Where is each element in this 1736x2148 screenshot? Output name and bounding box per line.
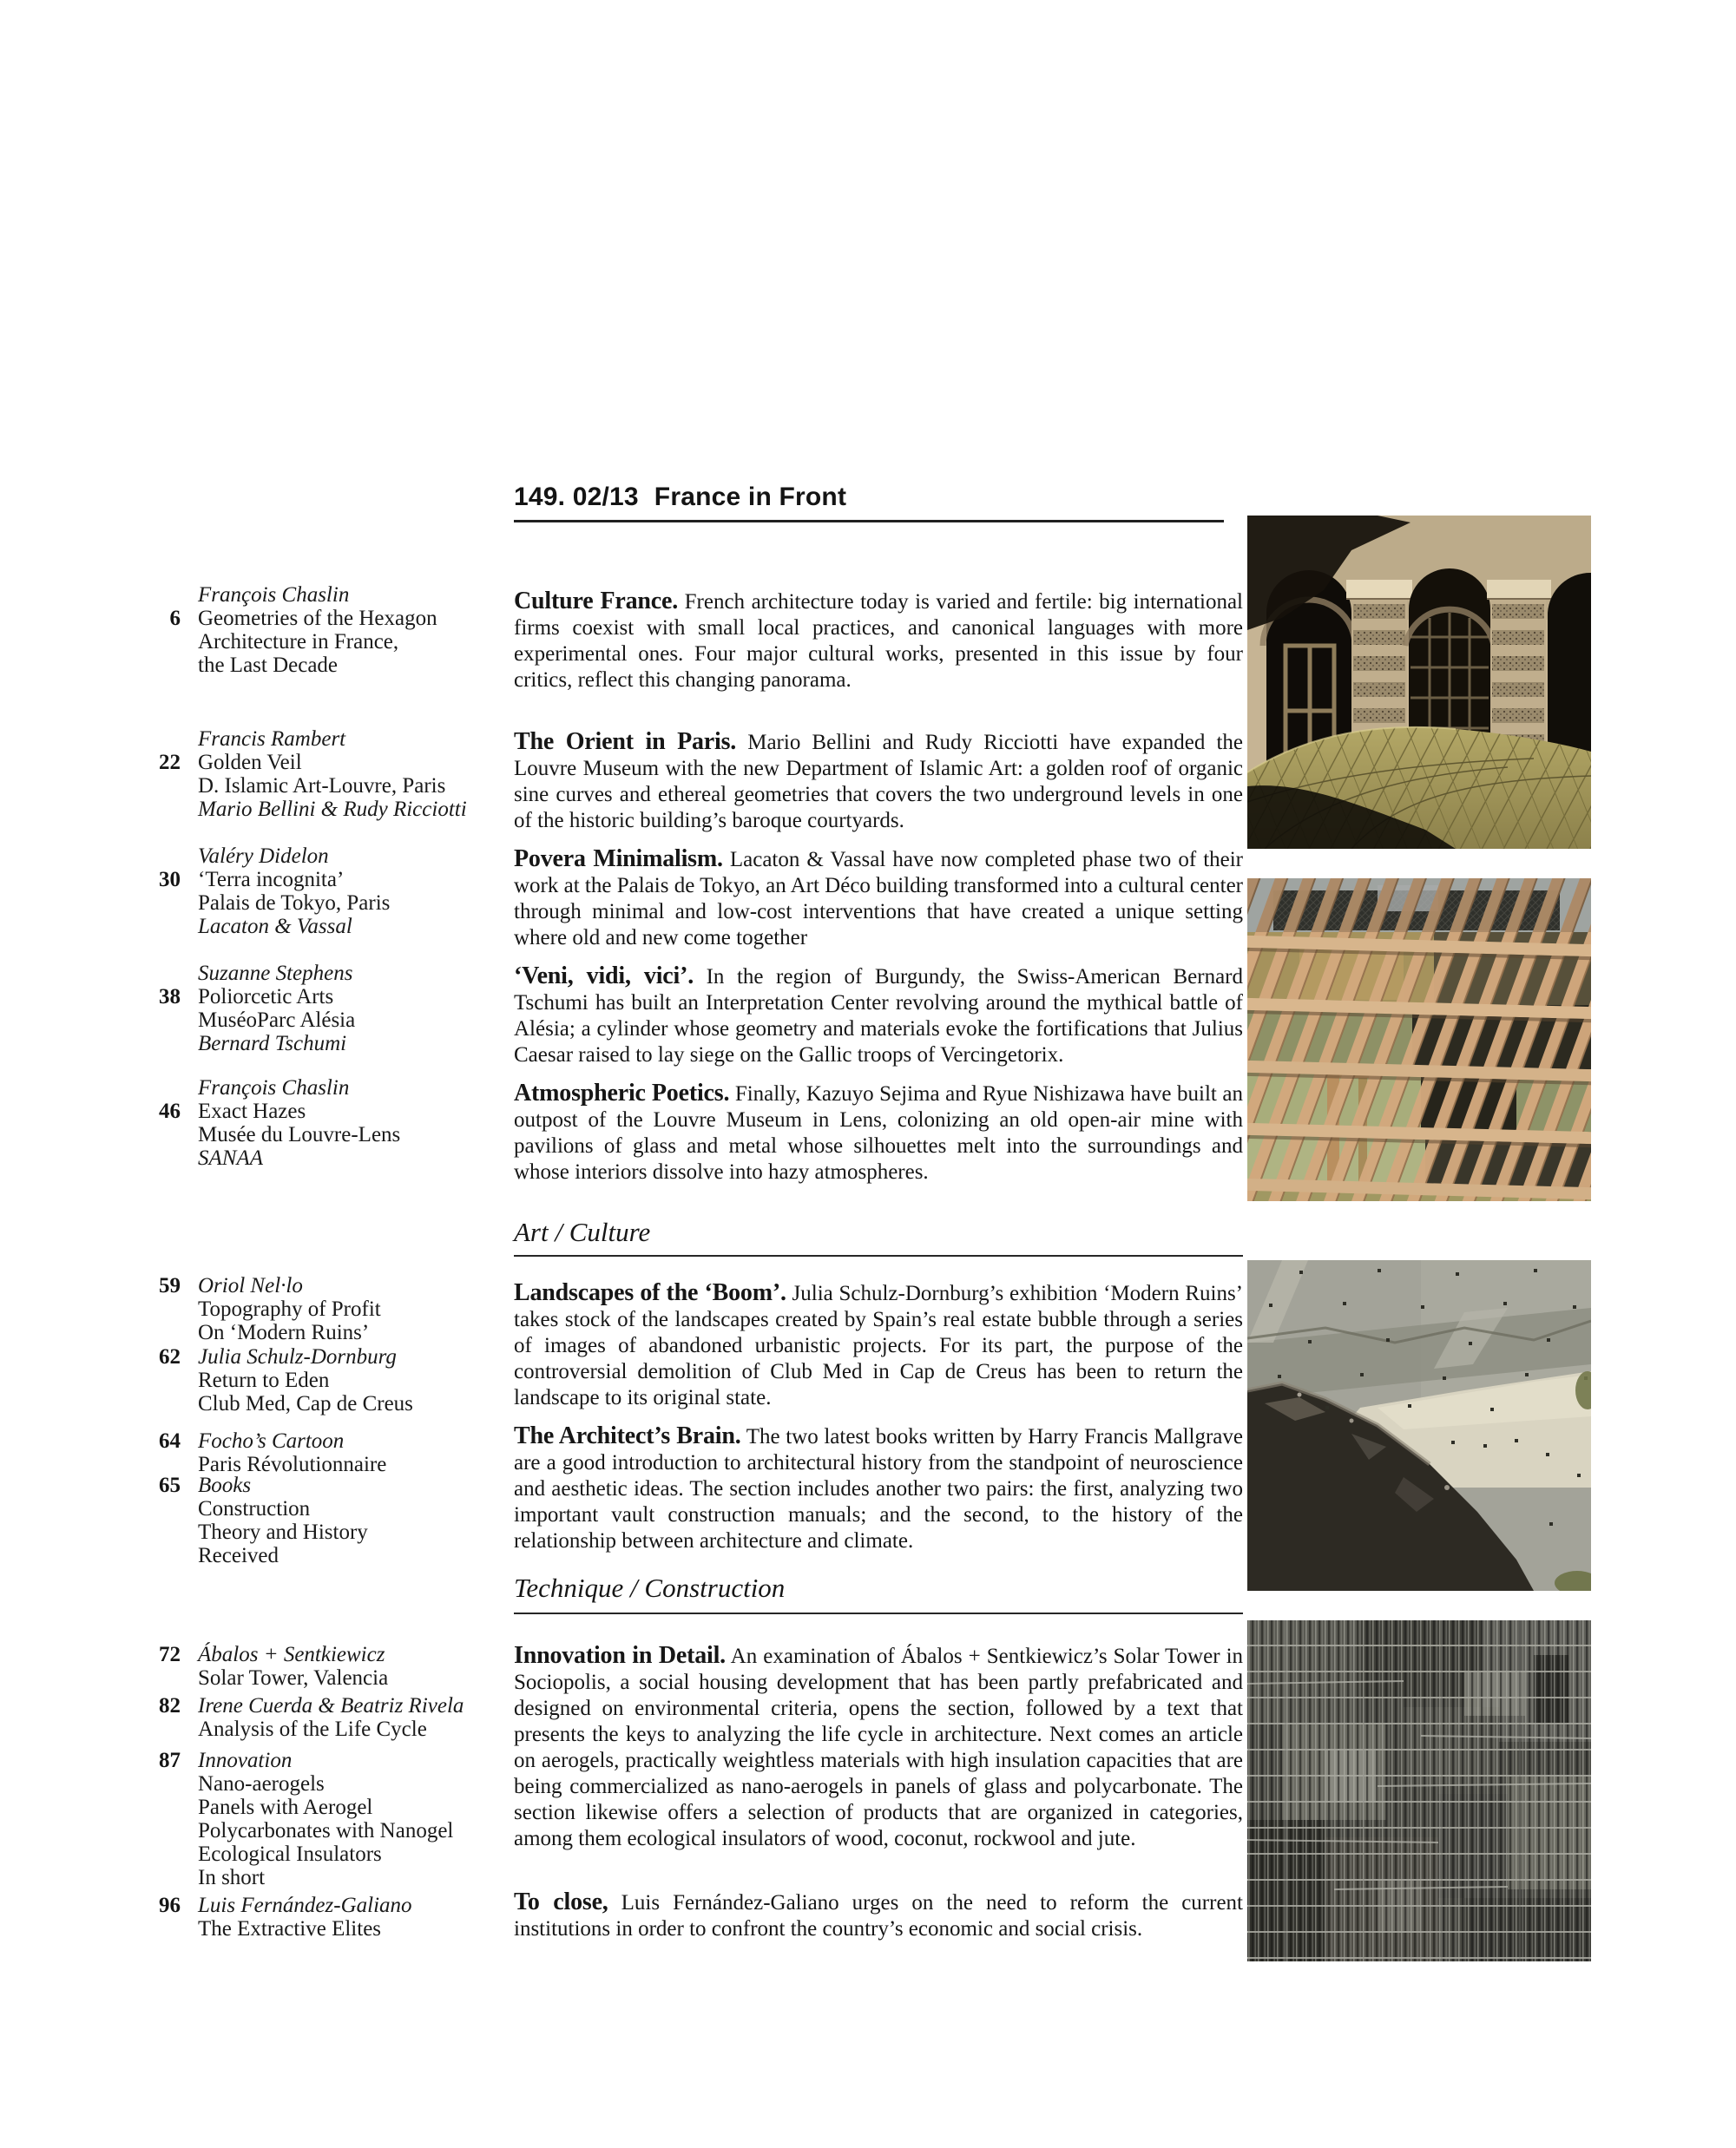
toc-entry-lines: [198, 1474, 512, 1567]
paragraph-lead: Culture France.: [514, 588, 679, 614]
toc-page-number: 87: [159, 1749, 181, 1772]
toc-entry: [139, 962, 512, 1055]
toc-line: Paris Révolutionnaire: [198, 1453, 387, 1476]
toc-line: Received: [198, 1544, 279, 1567]
toc-page-number: 96: [159, 1894, 181, 1917]
paragraph-lead: Innovation in Detail.: [514, 1642, 726, 1669]
toc-line: SANAA: [198, 1146, 263, 1170]
toc-entry-lines: [198, 583, 512, 677]
paragraph-body: Mario Bellini and Rudy Ricciotti have expanded the Louvre Museum with the new Department of Islamic Art: a golden roof of organic sine curves and ethereal geometries that covers the two underground levels in one of the historic building’s baroque courtyards.: [514, 731, 1244, 832]
toc-entry-lines: [198, 1076, 512, 1170]
toc-entry: [139, 1894, 512, 1941]
paragraph-body: In the region of Burgundy, the Swiss-American Bernard Tschumi has built an Interpretation Center revolving around the mythical battle of Alésia; a cylinder whose geometry and materials evoke the fortifications that Julius Caesar raised to lay siege on the Gallic troops of Vercingetorix.: [514, 965, 1244, 1067]
toc-line: Construction: [198, 1497, 311, 1521]
toc-line: Solar Tower, Valencia: [198, 1666, 389, 1690]
toc-line: Polycarbonates with Nanogel: [198, 1819, 454, 1843]
toc-line: Valéry Didelon: [198, 844, 329, 868]
summary-paragraph: [514, 588, 1243, 693]
toc-line: Bernard Tschumi: [198, 1032, 347, 1055]
toc-entry: [139, 583, 512, 677]
toc-line: Julia Schulz-Dornburg: [198, 1345, 397, 1369]
toc-line: Club Med, Cap de Creus: [198, 1392, 413, 1416]
toc-entry-lines: [198, 962, 512, 1055]
toc-line: Ecological Insulators: [198, 1843, 382, 1866]
paragraph-lead: Landscapes of the ‘Boom’.: [514, 1279, 786, 1306]
toc-entry-lines: [198, 1749, 512, 1889]
paragraph-body: French architecture today is varied and fertile: big international firms coexist with small local practices, and canonical languages with more experimental ones. Four major cultural works, presented in this issue by four critics, reflect this changing panorama.: [514, 590, 1244, 692]
toc-line: Theory and History: [198, 1521, 368, 1544]
quarry-rock-landscape-photo: [1247, 1260, 1591, 1591]
summary-paragraph: [514, 1889, 1243, 1942]
toc-page-number: 64: [159, 1429, 181, 1453]
timber-lattice-facade-photo: [1247, 878, 1591, 1201]
toc-entry-lines: [198, 1643, 512, 1690]
toc-line: Francis Rambert: [198, 727, 346, 751]
toc-entry: [139, 1694, 512, 1741]
paragraph-lead: The Orient in Paris.: [514, 728, 737, 755]
toc-entry: [139, 844, 512, 938]
paragraph-lead: To close,: [514, 1889, 608, 1915]
toc-line: Innovation: [198, 1749, 293, 1772]
page-title: [514, 483, 1224, 522]
toc-entry: [139, 1429, 512, 1476]
paragraph-body: Lacaton & Vassal have now completed phase two of their work at the Palais de Tokyo, an Art Déco building transformed into a cultural center through minimal and low-cost interventions that have created a unique setting where old and new come together: [514, 848, 1244, 949]
toc-line: MuséoParc Alésia: [198, 1008, 356, 1032]
toc-entry: [139, 1749, 512, 1889]
toc-page-number: 38: [159, 985, 181, 1008]
paragraph-lead: ‘Veni, vidi, vici’.: [514, 962, 694, 989]
summary-paragraph: [514, 1280, 1243, 1411]
toc-line: Luis Fernández-Galiano: [198, 1894, 412, 1917]
toc-entry: [139, 727, 512, 821]
toc-line: Irene Cuerda & Beatriz Rivela: [198, 1694, 464, 1718]
toc-line: François Chaslin: [198, 1076, 350, 1100]
toc-entry: [139, 1076, 512, 1170]
toc-line: Books: [198, 1474, 252, 1497]
summary-paragraph: [514, 729, 1243, 834]
paragraph-body: An examination of Ábalos + Sentkiewicz’s Solar Tower in Sociopolis, a social housing development that has been partly prefabricated and designed on environmental criteria, opens the section, followed by a text that presents the keys to analyzing the life cycle in architecture. Next comes an article on aerogels, practically weightless materials with high insulation capacities that are being commercialized as nano-aerogels in panels of glass and polycarbonate. The section likewise offers a selection of products that are organized in categories, among them ecological insulators of wood, coconut, rockwool and jute.: [514, 1645, 1244, 1850]
paragraph-body: Finally, Kazuyo Sejima and Ryue Nishizawa have built an outpost of the Louvre Museum in Lens, colonizing an old open-air mine with pavilions of glass and metal whose silhouettes melt into the surroundings and whose interiors dissolve into hazy atmospheres.: [514, 1082, 1244, 1184]
issue-title: France in Front: [654, 483, 847, 511]
toc-line: Geometries of the Hexagon: [198, 607, 437, 630]
toc-page-number: 6: [169, 607, 181, 630]
toc-entry-lines: [198, 844, 512, 938]
issue-number: 149. 02/13: [514, 483, 639, 511]
toc-line: Palais de Tokyo, Paris: [198, 891, 391, 915]
toc-line: Ábalos + Sentkiewicz: [198, 1643, 385, 1666]
toc-entry-lines: [198, 1429, 512, 1476]
toc-line: In short: [198, 1866, 266, 1889]
toc-entry-lines: [198, 1694, 512, 1741]
toc-line: Mario Bellini & Rudy Ricciotti: [198, 798, 467, 821]
paragraph-lead: Atmospheric Poetics.: [514, 1080, 730, 1107]
summary-paragraph: [514, 1423, 1243, 1554]
toc-page-number: 22: [159, 751, 181, 774]
louvre-courtyard-golden-roof-photo: [1247, 516, 1591, 849]
paragraph-body: Julia Schulz-Dornburg’s exhibition ‘Modern Ruins’ takes stock of the landscapes created by Spain’s real estate bubble through a series of images of abandoned urbanistic projects. For its part, the purpose of the controversial demolition of Club Med in Cap de Creus has been to return the landscape to its original state.: [514, 1282, 1244, 1409]
toc-line: Poliorcetic Arts: [198, 985, 334, 1008]
section-heading-art-culture: Art / Culture: [514, 1217, 1243, 1257]
toc-line: Exact Hazes: [198, 1100, 306, 1123]
toc-line: ‘Terra incognita’: [198, 868, 345, 891]
section-heading-technique-construction: Technique / Construction: [514, 1573, 1243, 1614]
toc-entry-lines: [198, 1274, 512, 1344]
paragraph-body: Luis Fernández-Galiano urges on the need to reform the current institutions in order to confront the country’s economic and social crisis.: [514, 1891, 1244, 1941]
toc-line: the Last Decade: [198, 654, 339, 677]
toc-page-number: 72: [159, 1643, 181, 1666]
toc-line: Return to Eden: [198, 1369, 330, 1392]
toc-page-number: 30: [159, 868, 181, 891]
summary-paragraph: [514, 963, 1243, 1068]
toc-entry: [139, 1643, 512, 1690]
toc-line: Oriol Nel·lo: [198, 1274, 303, 1297]
toc-line: Focho’s Cartoon: [198, 1429, 345, 1453]
paragraph-lead: The Architect’s Brain.: [514, 1422, 741, 1449]
toc-line: Golden Veil: [198, 751, 302, 774]
toc-page-number: 82: [159, 1694, 181, 1718]
toc-entry-lines: [198, 1345, 512, 1416]
toc-line: Suzanne Stephens: [198, 962, 353, 985]
dark-glass-facade-photo: [1247, 1620, 1591, 1961]
summary-paragraph: [514, 1081, 1243, 1186]
toc-line: Topography of Profit: [198, 1297, 381, 1321]
toc-entry-lines: [198, 1894, 512, 1941]
toc-page-number: 65: [159, 1474, 181, 1497]
summary-paragraph: [514, 1643, 1243, 1852]
toc-line: Nano-aerogels: [198, 1772, 325, 1796]
toc-entry: [139, 1345, 512, 1416]
toc-line: Musée du Louvre-Lens: [198, 1123, 401, 1146]
paragraph-body: The two latest books written by Harry Francis Mallgrave are a good introduction to architectural history from the standpoint of neuroscience and aesthetic ideas. The section includes another two pairs: the first, analyzing two important vault construction manuals; and the second, to the history of the relationship between architecture and climate.: [514, 1425, 1243, 1553]
toc-page-number: 62: [159, 1345, 181, 1369]
paragraph-lead: Povera Minimalism.: [514, 845, 723, 872]
toc-line: On ‘Modern Ruins’: [198, 1321, 370, 1344]
toc-line: François Chaslin: [198, 583, 350, 607]
toc-entry: [139, 1474, 512, 1567]
toc-line: The Extractive Elites: [198, 1917, 382, 1941]
summary-paragraph: [514, 846, 1243, 951]
toc-line: Panels with Aerogel: [198, 1796, 373, 1819]
toc-entry-lines: [198, 727, 512, 821]
toc-page-number: 59: [159, 1274, 181, 1297]
toc-line: Analysis of the Life Cycle: [198, 1718, 427, 1741]
toc-page-number: 46: [159, 1100, 181, 1123]
toc-line: D. Islamic Art-Louvre, Paris: [198, 774, 446, 798]
toc-entry: [139, 1274, 512, 1344]
toc-line: Architecture in France,: [198, 630, 399, 654]
toc-line: Lacaton & Vassal: [198, 915, 352, 938]
